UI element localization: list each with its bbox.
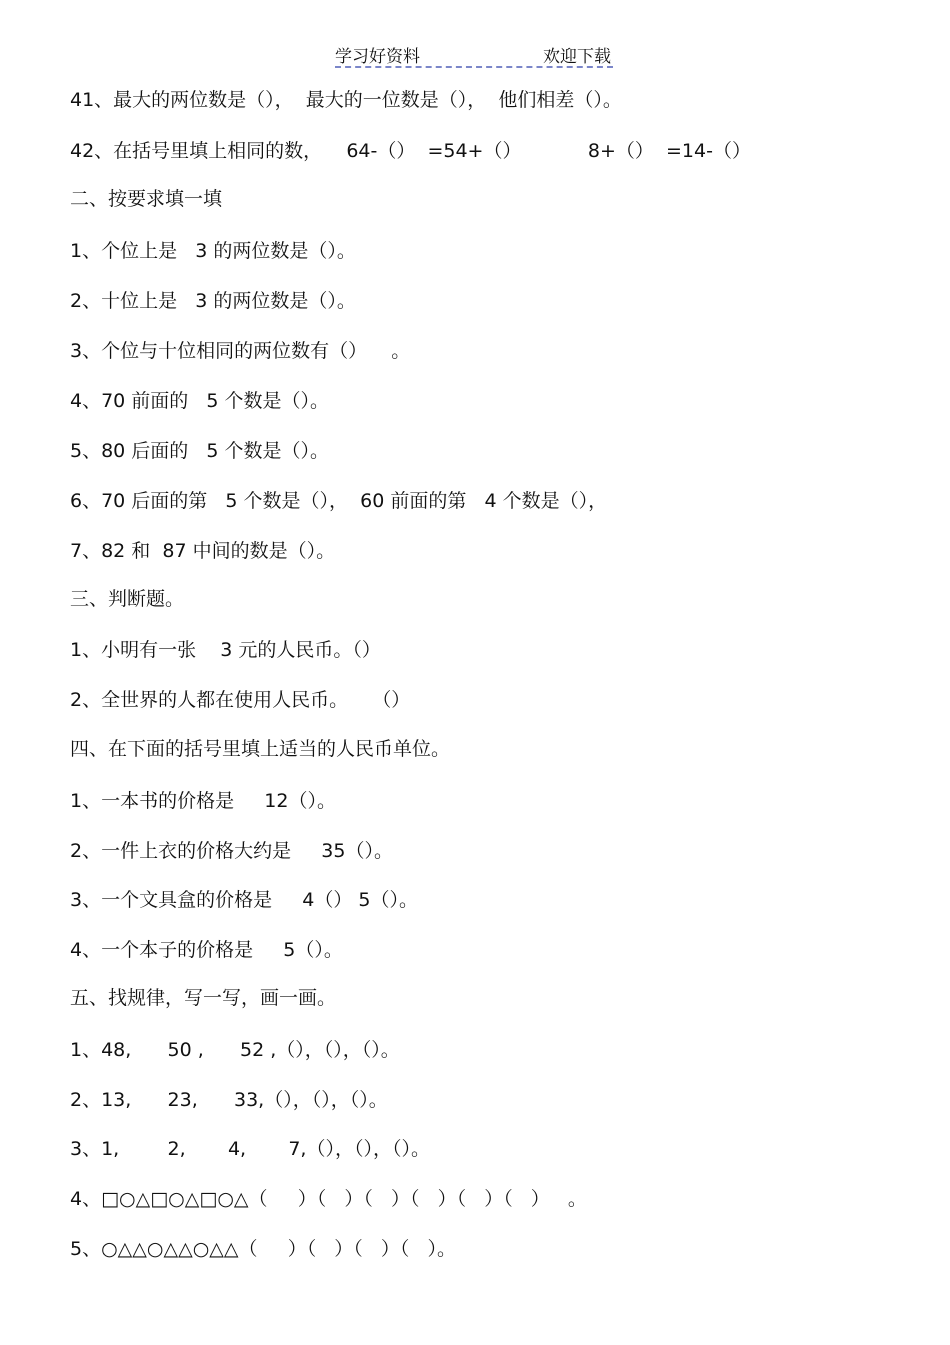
question-41: 41、最大的两位数是（）， 最大的一位数是（）， 他们相差（）。 (70, 89, 622, 111)
section-5-item-3: 3、1, 2, 4, 7,（），（），（）。 (70, 1138, 430, 1160)
section-2-item-6: 6、70 后面的第 5 个数是（）， 60 前面的第 4 个数是（）， (70, 490, 608, 512)
header-right-text: 欢迎下载 (543, 47, 611, 67)
section-2-item-1: 1、个位上是 3 的两位数是（）。 (70, 240, 356, 262)
section-3-item-2: 2、全世界的人都在使用人民币。 （） (70, 689, 411, 711)
section-3-item-1: 1、小明有一张 3 元的人民币。（） (70, 639, 381, 661)
section-5-item-4: 4、□○△□○△□○△（ ）（ ）（ ）（ ）（ ）（ ） 。 (70, 1188, 587, 1210)
section-5-item-5: 5、○△△○△△○△△（ ）（ ）（ ）（ ）。 (70, 1238, 457, 1260)
section-2-item-5: 5、80 后面的 5 个数是（）。 (70, 440, 330, 462)
question-42: 42、在括号里填上相同的数， 64-（） =54+（） 8+（） =14-（） (70, 140, 751, 162)
section-2-item-4: 4、70 前面的 5 个数是（）。 (70, 390, 330, 412)
section-4-item-4: 4、一个本子的价格是 5（）。 (70, 939, 343, 961)
page-header (335, 40, 613, 68)
section-4-item-3: 3、一个文具盒的价格是 4（） 5（）。 (70, 889, 419, 911)
section-2-item-3: 3、个位与十位相同的两位数有（） 。 (70, 340, 411, 362)
section-4-item-2: 2、一件上衣的价格大约是 35（）。 (70, 840, 393, 862)
section-5-item-2: 2、13, 23, 33,（），（），（）。 (70, 1089, 388, 1111)
section-5-item-1: 1、48, 50 , 52 ,（），（），（）。 (70, 1039, 400, 1061)
section-3-heading: 三、判断题。 (70, 588, 185, 610)
section-2-item-7: 7、82 和 87 中间的数是（）。 (70, 540, 336, 562)
section-4-heading: 四、在下面的括号里填上适当的人民币单位。 (70, 738, 451, 760)
header-left-text: 学习好资料 (335, 47, 420, 67)
section-2-heading: 二、按要求填一填 (70, 188, 223, 210)
section-2-item-2: 2、十位上是 3 的两位数是（）。 (70, 290, 356, 312)
section-5-heading: 五、找规律，写一写，画一画。 (70, 987, 337, 1009)
section-4-item-1: 1、一本书的价格是 12（）。 (70, 790, 336, 812)
